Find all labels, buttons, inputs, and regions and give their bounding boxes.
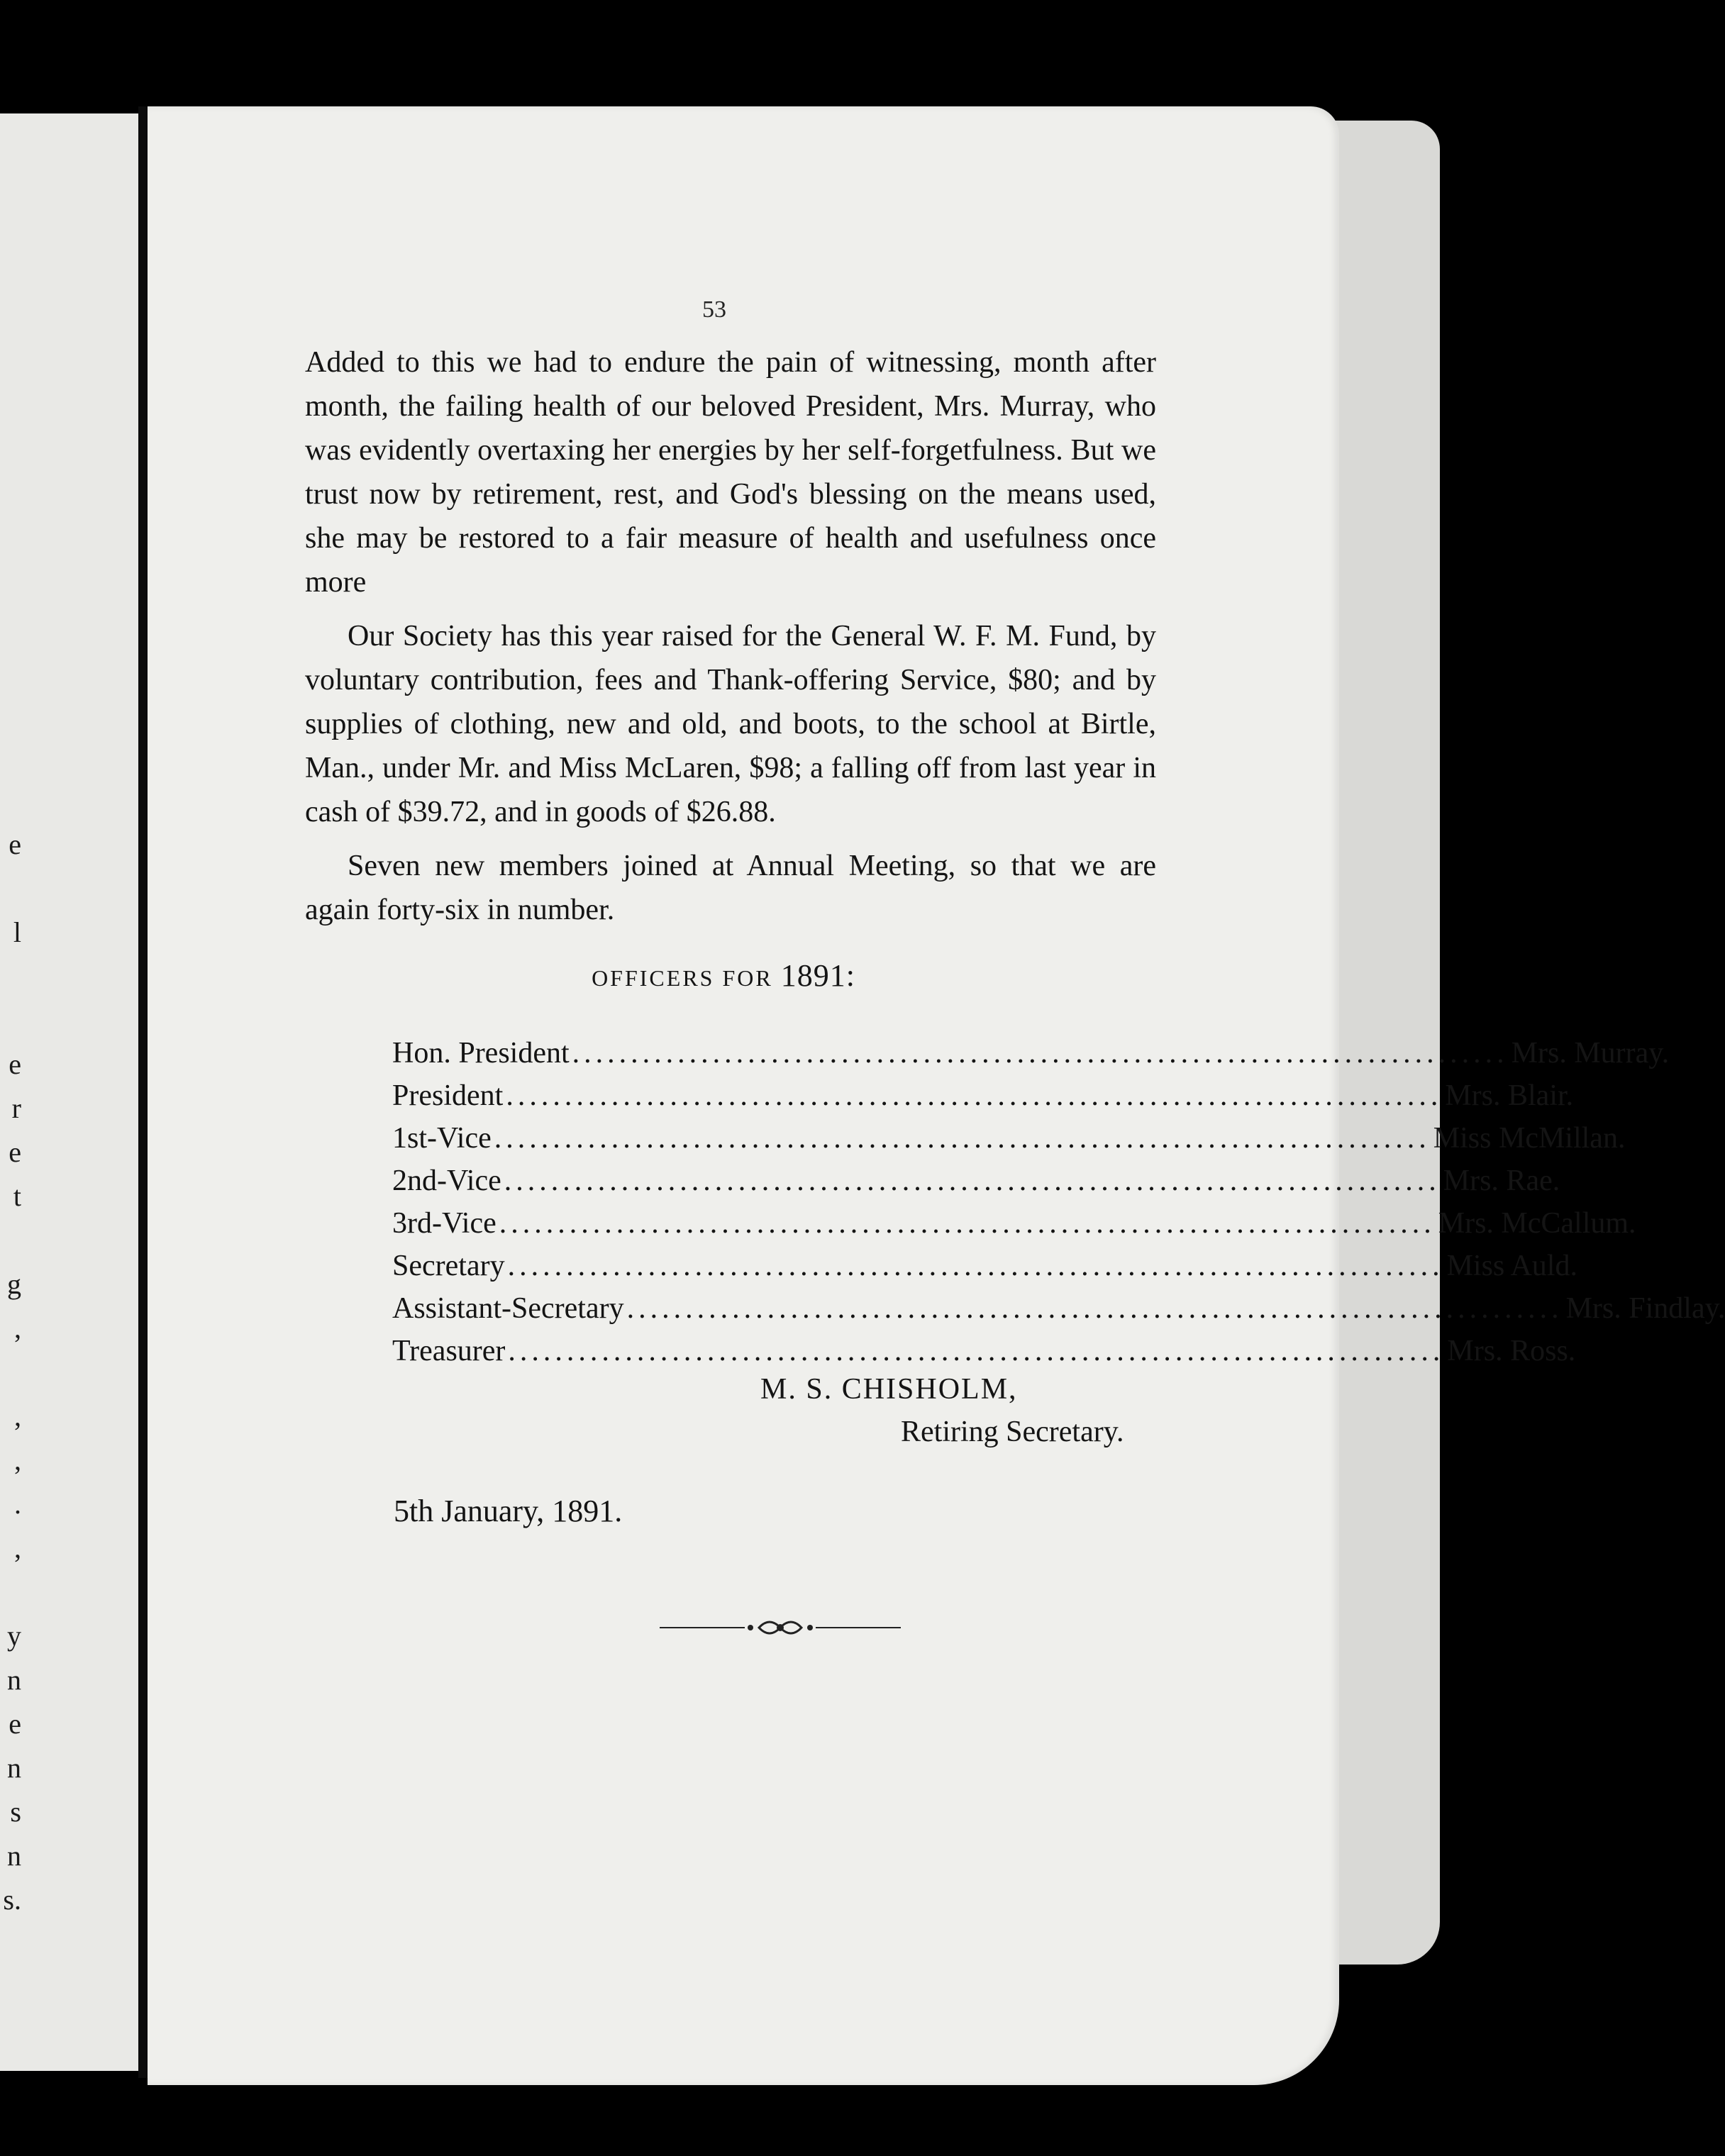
officers-heading bbox=[0, 957, 1447, 994]
left-edge-letter: s. bbox=[3, 1884, 21, 1916]
left-edge-letter: e bbox=[9, 1708, 21, 1740]
left-edge-letter bbox=[0, 1570, 21, 1614]
left-edge-letter: n bbox=[7, 1752, 21, 1784]
left-edge-letter: g bbox=[7, 1268, 21, 1300]
officer-name: Miss McMillan. bbox=[1433, 1122, 1626, 1155]
page-number: 53 bbox=[702, 296, 726, 323]
officer-name: Miss Auld. bbox=[1446, 1250, 1577, 1282]
officer-row bbox=[392, 1245, 1577, 1287]
officer-name: Mrs. Ross. bbox=[1447, 1335, 1576, 1367]
left-edge-letter: s bbox=[10, 1796, 21, 1828]
dot-leader: ................................................................................ bbox=[506, 1079, 1443, 1112]
paragraph-members: Seven new members joined at Annual Meeting, so that we are again forty-six in number. bbox=[305, 850, 1156, 926]
officer-name: Mrs. McCallum. bbox=[1438, 1207, 1636, 1240]
dot-leader: ................................................................................ bbox=[626, 1292, 1563, 1325]
left-edge-letter: , bbox=[14, 1312, 21, 1344]
dot-leader: ................................................................................ bbox=[504, 1165, 1441, 1197]
left-edge-letter bbox=[0, 867, 21, 911]
signature-title: Retiring Secretary. bbox=[901, 1416, 1124, 1448]
officer-role: Treasurer bbox=[392, 1335, 506, 1367]
report-date: 5th January, 1891. bbox=[394, 1494, 623, 1528]
officer-name: Mrs. Findlay. bbox=[1565, 1292, 1725, 1325]
officers-heading-year: 1891: bbox=[780, 958, 855, 993]
left-edge-letter bbox=[0, 1218, 21, 1262]
dot-leader: ................................................................................ bbox=[507, 1250, 1444, 1282]
paragraph-health: Added to this we had to endure the pain of witnessing, month after month, the failing health of our beloved President, Mrs. Murray, who was evidently overtaxing her energies by her self-forgetfulness. But we trust now by retirement, rest, and God's blessing on the means used, she may be restored to a fair measure of health and usefulness once more bbox=[305, 346, 1156, 599]
left-edge-letter: r bbox=[11, 1092, 21, 1124]
officer-role: Secretary bbox=[392, 1250, 505, 1282]
left-edge-letter: . bbox=[14, 1488, 21, 1520]
officer-row bbox=[392, 1117, 1626, 1160]
left-edge-letter: e bbox=[9, 1136, 21, 1168]
left-edge-letter: y bbox=[7, 1620, 21, 1652]
officers-heading-label: OFFICERS FOR bbox=[592, 965, 773, 991]
officer-role: 3rd-Vice bbox=[392, 1207, 497, 1240]
officer-role: 1st-Vice bbox=[392, 1122, 492, 1155]
officer-row bbox=[392, 1287, 1725, 1330]
left-edge-letter: , bbox=[14, 1532, 21, 1564]
dot-leader: ................................................................................ bbox=[508, 1335, 1445, 1367]
officer-role: Hon. President bbox=[392, 1037, 570, 1069]
facing-left-page bbox=[0, 113, 142, 2071]
officer-name: Mrs. Murray. bbox=[1511, 1037, 1670, 1069]
left-edge-letter: n bbox=[7, 1840, 21, 1872]
officer-row bbox=[392, 1032, 1670, 1074]
left-edge-letter: e bbox=[9, 1048, 21, 1080]
officer-row bbox=[392, 1330, 1576, 1372]
left-edge-letter bbox=[0, 1350, 21, 1394]
paragraph-funds: Our Society has this year raised for the General W. F. M. Fund, by voluntary contribution, fees and Thank-offering Service, $80; and by supplies of clothing, new and old, and boots, to the school at Birtle, Man., under Mr. and Miss McLaren, $98; a falling off from last year in cash of $39.72, and in goods of $26.88. bbox=[305, 620, 1156, 828]
officers-list bbox=[392, 1032, 1725, 1372]
ornament-divider-icon bbox=[660, 1613, 901, 1642]
officer-name: Mrs. Rae. bbox=[1443, 1165, 1560, 1197]
left-edge-letter: n bbox=[7, 1664, 21, 1696]
officer-row bbox=[392, 1074, 1574, 1117]
left-edge-letter: t bbox=[13, 1180, 21, 1212]
officer-role: Assistant-Secretary bbox=[392, 1292, 624, 1325]
left-edge-letter: e bbox=[9, 828, 21, 860]
body-text bbox=[305, 340, 1156, 932]
left-edge-letter: , bbox=[14, 1400, 21, 1432]
officer-row bbox=[392, 1160, 1560, 1202]
officer-role: President bbox=[392, 1079, 504, 1112]
officer-name: Mrs. Blair. bbox=[1445, 1079, 1574, 1112]
dot-leader: ................................................................................ bbox=[572, 1037, 1509, 1069]
dot-leader: ................................................................................ bbox=[494, 1122, 1431, 1155]
left-edge-letter: l bbox=[13, 916, 21, 948]
officer-row bbox=[392, 1202, 1636, 1245]
signature-name: M. S. CHISHOLM, bbox=[760, 1373, 1018, 1406]
left-edge-letter bbox=[0, 999, 21, 1043]
dot-leader: ................................................................................ bbox=[499, 1207, 1436, 1240]
left-edge-letter: , bbox=[14, 1444, 21, 1476]
officer-role: 2nd-Vice bbox=[392, 1165, 501, 1197]
